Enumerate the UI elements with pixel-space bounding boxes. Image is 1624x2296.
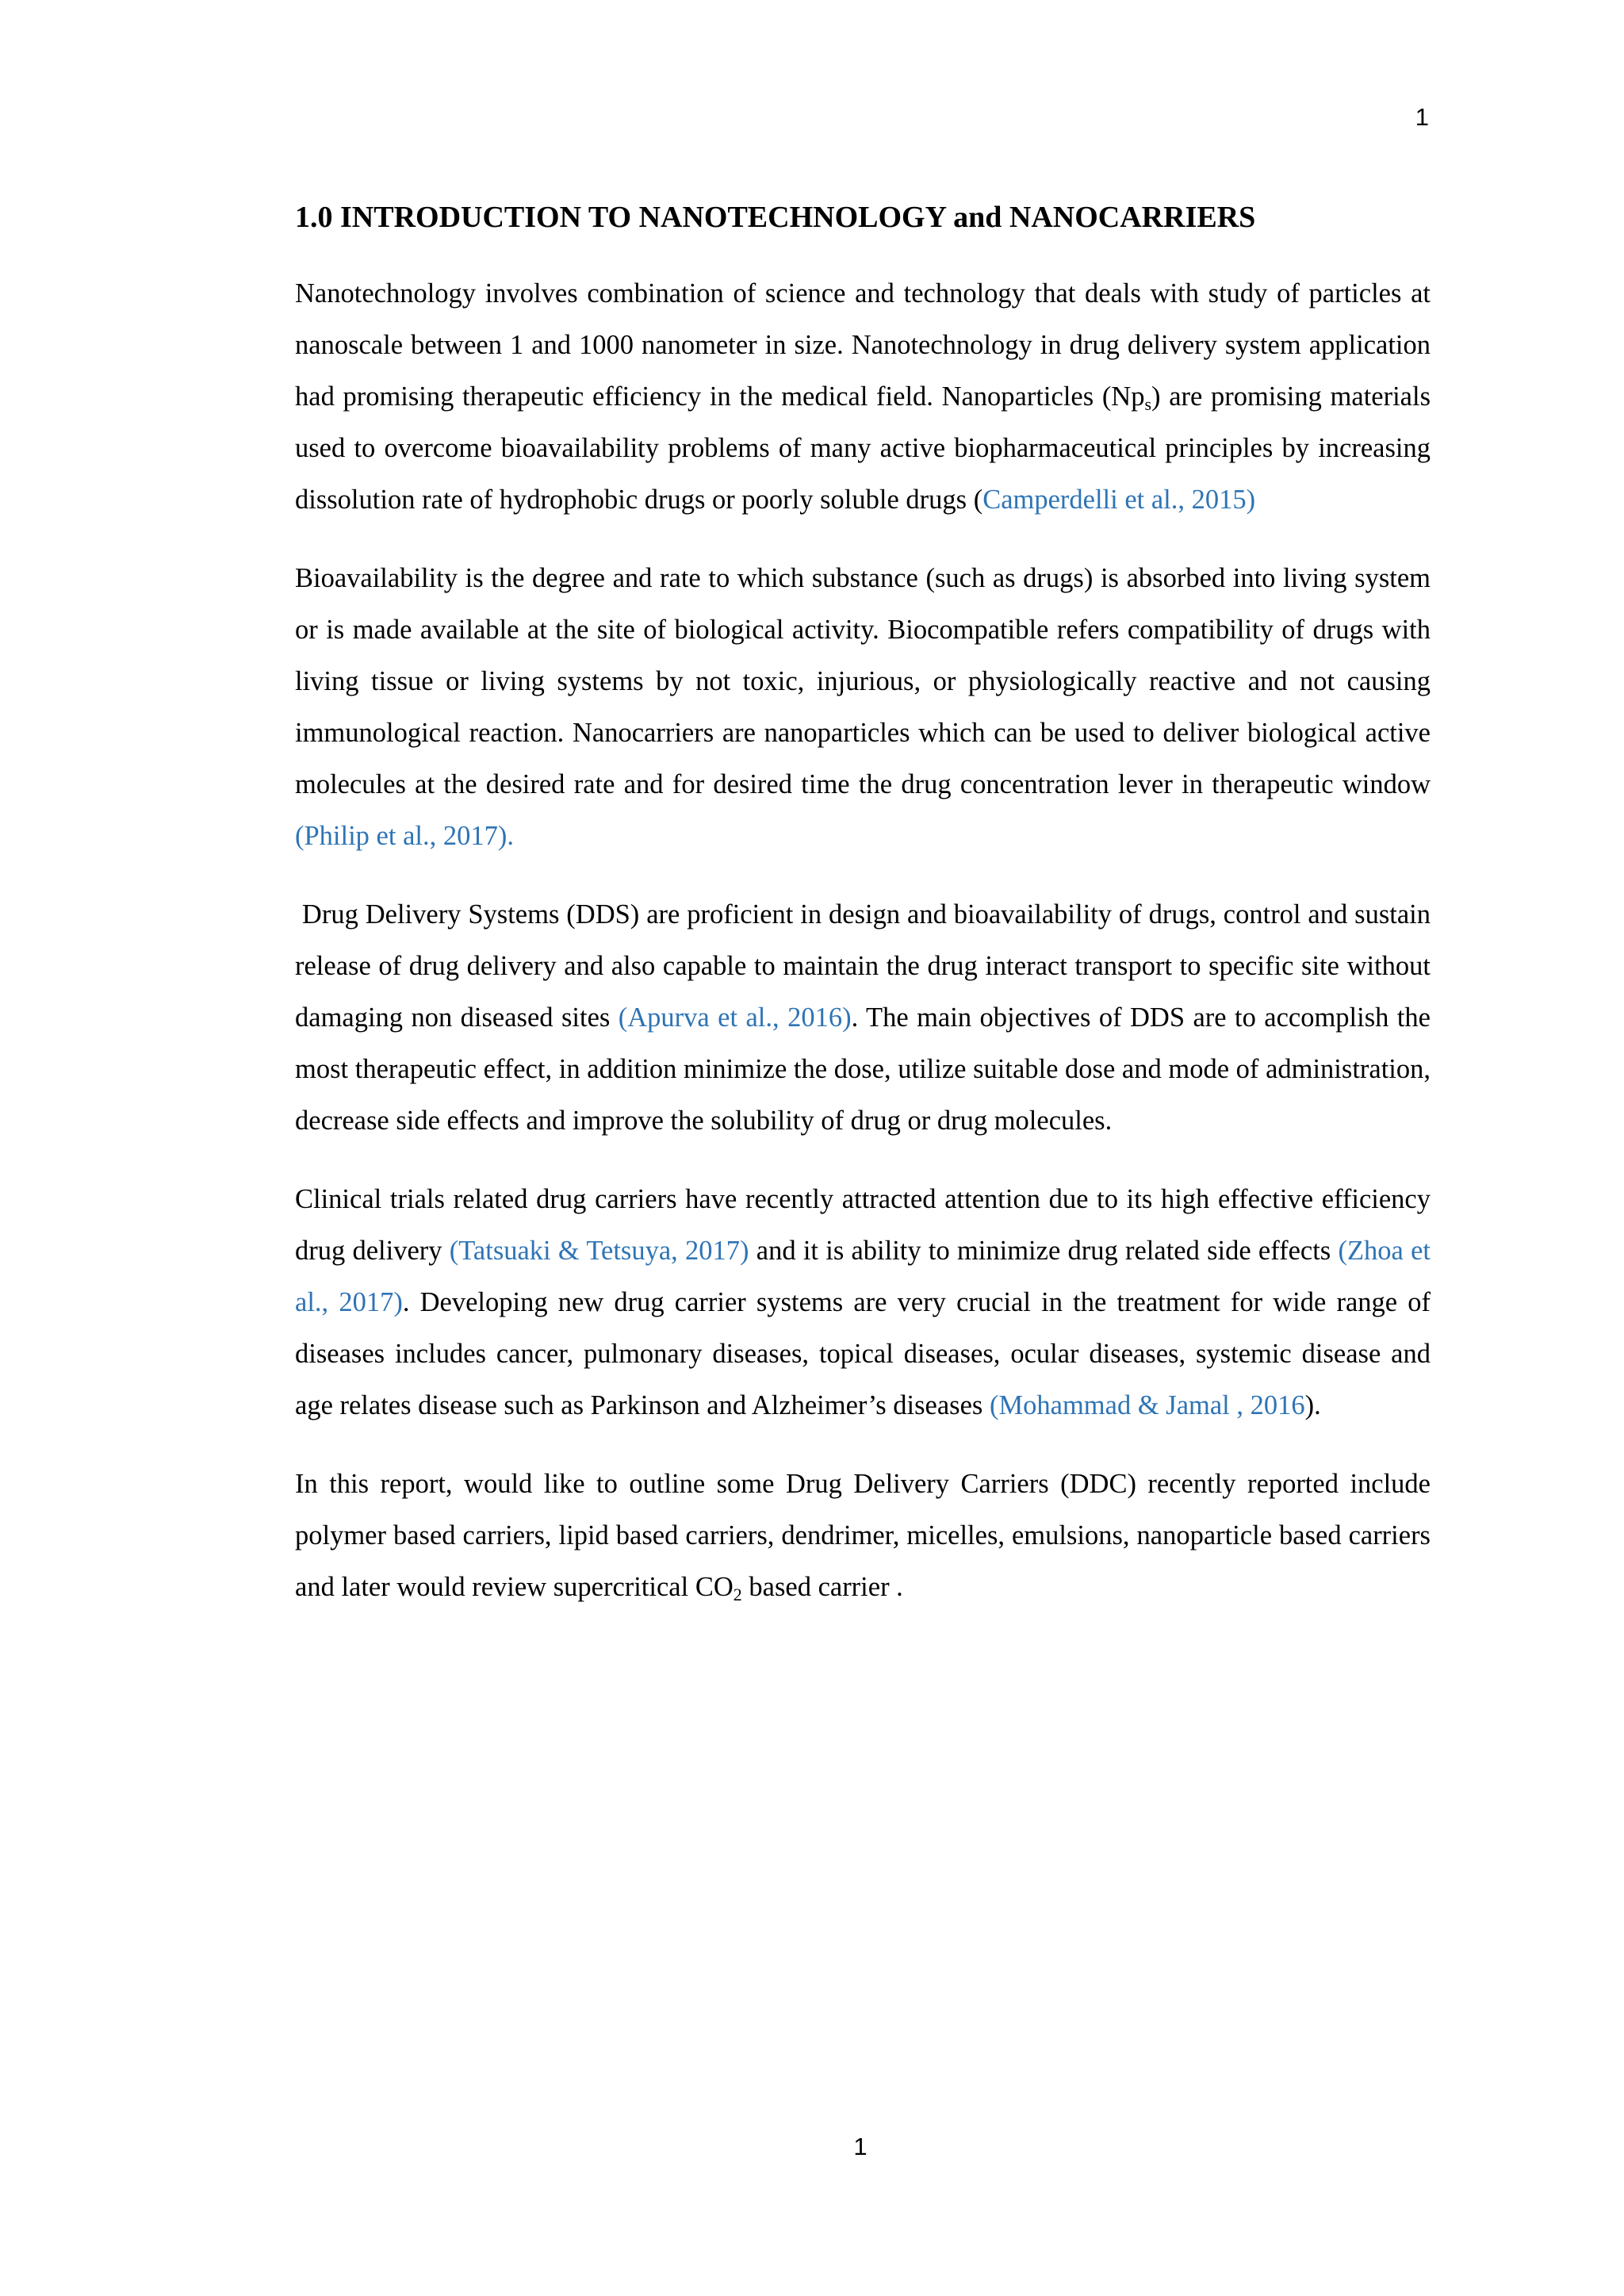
subscript: 2: [733, 1585, 742, 1604]
paragraph-text: Bioavailability is the degree and rate to which substance (such as drugs) is absorbed into living system or is made available at the site of biological activity. Biocompatible refers compatibility of drugs with living tissue or living systems by not toxic, injurious, or physiologically reactive and not causing immunological reaction. Nanocarriers are nanoparticles which can be used to deliver biological active molecules at the desired rate and for desired time the drug concentration lever in therapeutic window: [295, 563, 1431, 799]
citation-link[interactable]: Camperdelli et al., 2015): [982, 485, 1256, 515]
citation-link[interactable]: (Mohammad & Jamal , 2016: [989, 1390, 1305, 1420]
paragraph-2: [295, 553, 1431, 862]
paragraph-text: In this report, would like to outline some Drug Delivery Carriers (DDC) recently reported include polymer based carriers, lipid based carriers, dendrimer, micelles, emulsions, nanoparticle based carriers and later would review supercritical CO: [295, 1469, 1431, 1602]
paragraph-text: . The main objectives of DDS are to accomplish the most therapeutic effect, in addition minimize the dose, utilize suitable dose and mode of administration, decrease side effects and improve the solubility of drug or drug molecules.: [295, 1002, 1431, 1136]
page-number-bottom: 1: [853, 2133, 868, 2160]
section-heading: 1.0 INTRODUCTION TO NANOTECHNOLOGY and NANOCARRIERS: [295, 201, 1256, 234]
citation-link[interactable]: (Zhoa et al., 2017): [295, 1236, 1431, 1317]
paragraph-1: [295, 268, 1431, 526]
paragraph-3: [295, 889, 1431, 1147]
citation-link[interactable]: (Philip et al., 2017).: [295, 821, 514, 851]
paragraph-text: . Developing new drug carrier systems are very crucial in the treatment for wide range of diseases includes cancer, pulmonary diseases, topical diseases, ocular diseases, systemic disease and age relates disease such as Parkinson and Alzheimer’s diseases: [295, 1287, 1431, 1420]
paragraph-text: and it is ability to minimize drug related side effects: [749, 1236, 1339, 1266]
subscript: s: [1144, 394, 1152, 414]
citation-link[interactable]: (Apurva et al., 2016): [618, 1002, 852, 1033]
citation-link[interactable]: (Tatsuaki & Tetsuya, 2017): [449, 1236, 749, 1266]
paragraph-text: based carrier .: [741, 1572, 903, 1602]
paragraph-text: Drug Delivery Systems (DDS) are proficient in design and bioavailability of drugs, control and sustain release of drug delivery and also capable to maintain the drug interact transport to specific site without damaging non diseased sites: [295, 899, 1431, 1033]
paragraph-text: Nanotechnology involves combination of science and technology that deals with study of particles at nanoscale between 1 and 1000 nanometer in size. Nanotechnology in drug delivery system application had promising therapeutic efficiency in the medical field. Nanoparticles (Np: [295, 278, 1431, 412]
paragraph-text: ).: [1304, 1390, 1321, 1420]
paragraph-text: ) are promising materials used to overcome bioavailability problems of many active biopharmaceutical principles by increasing dissolution rate of hydrophobic drugs or poorly soluble drugs (: [295, 381, 1431, 515]
paragraph-text: Clinical trials related drug carriers have recently attracted attention due to its high effective efficiency drug delivery: [295, 1184, 1431, 1266]
paragraph-5: [295, 1458, 1431, 1613]
paragraph-4: [295, 1174, 1431, 1432]
page-number-top: 1: [1415, 103, 1429, 131]
document-body: [295, 190, 1431, 1640]
